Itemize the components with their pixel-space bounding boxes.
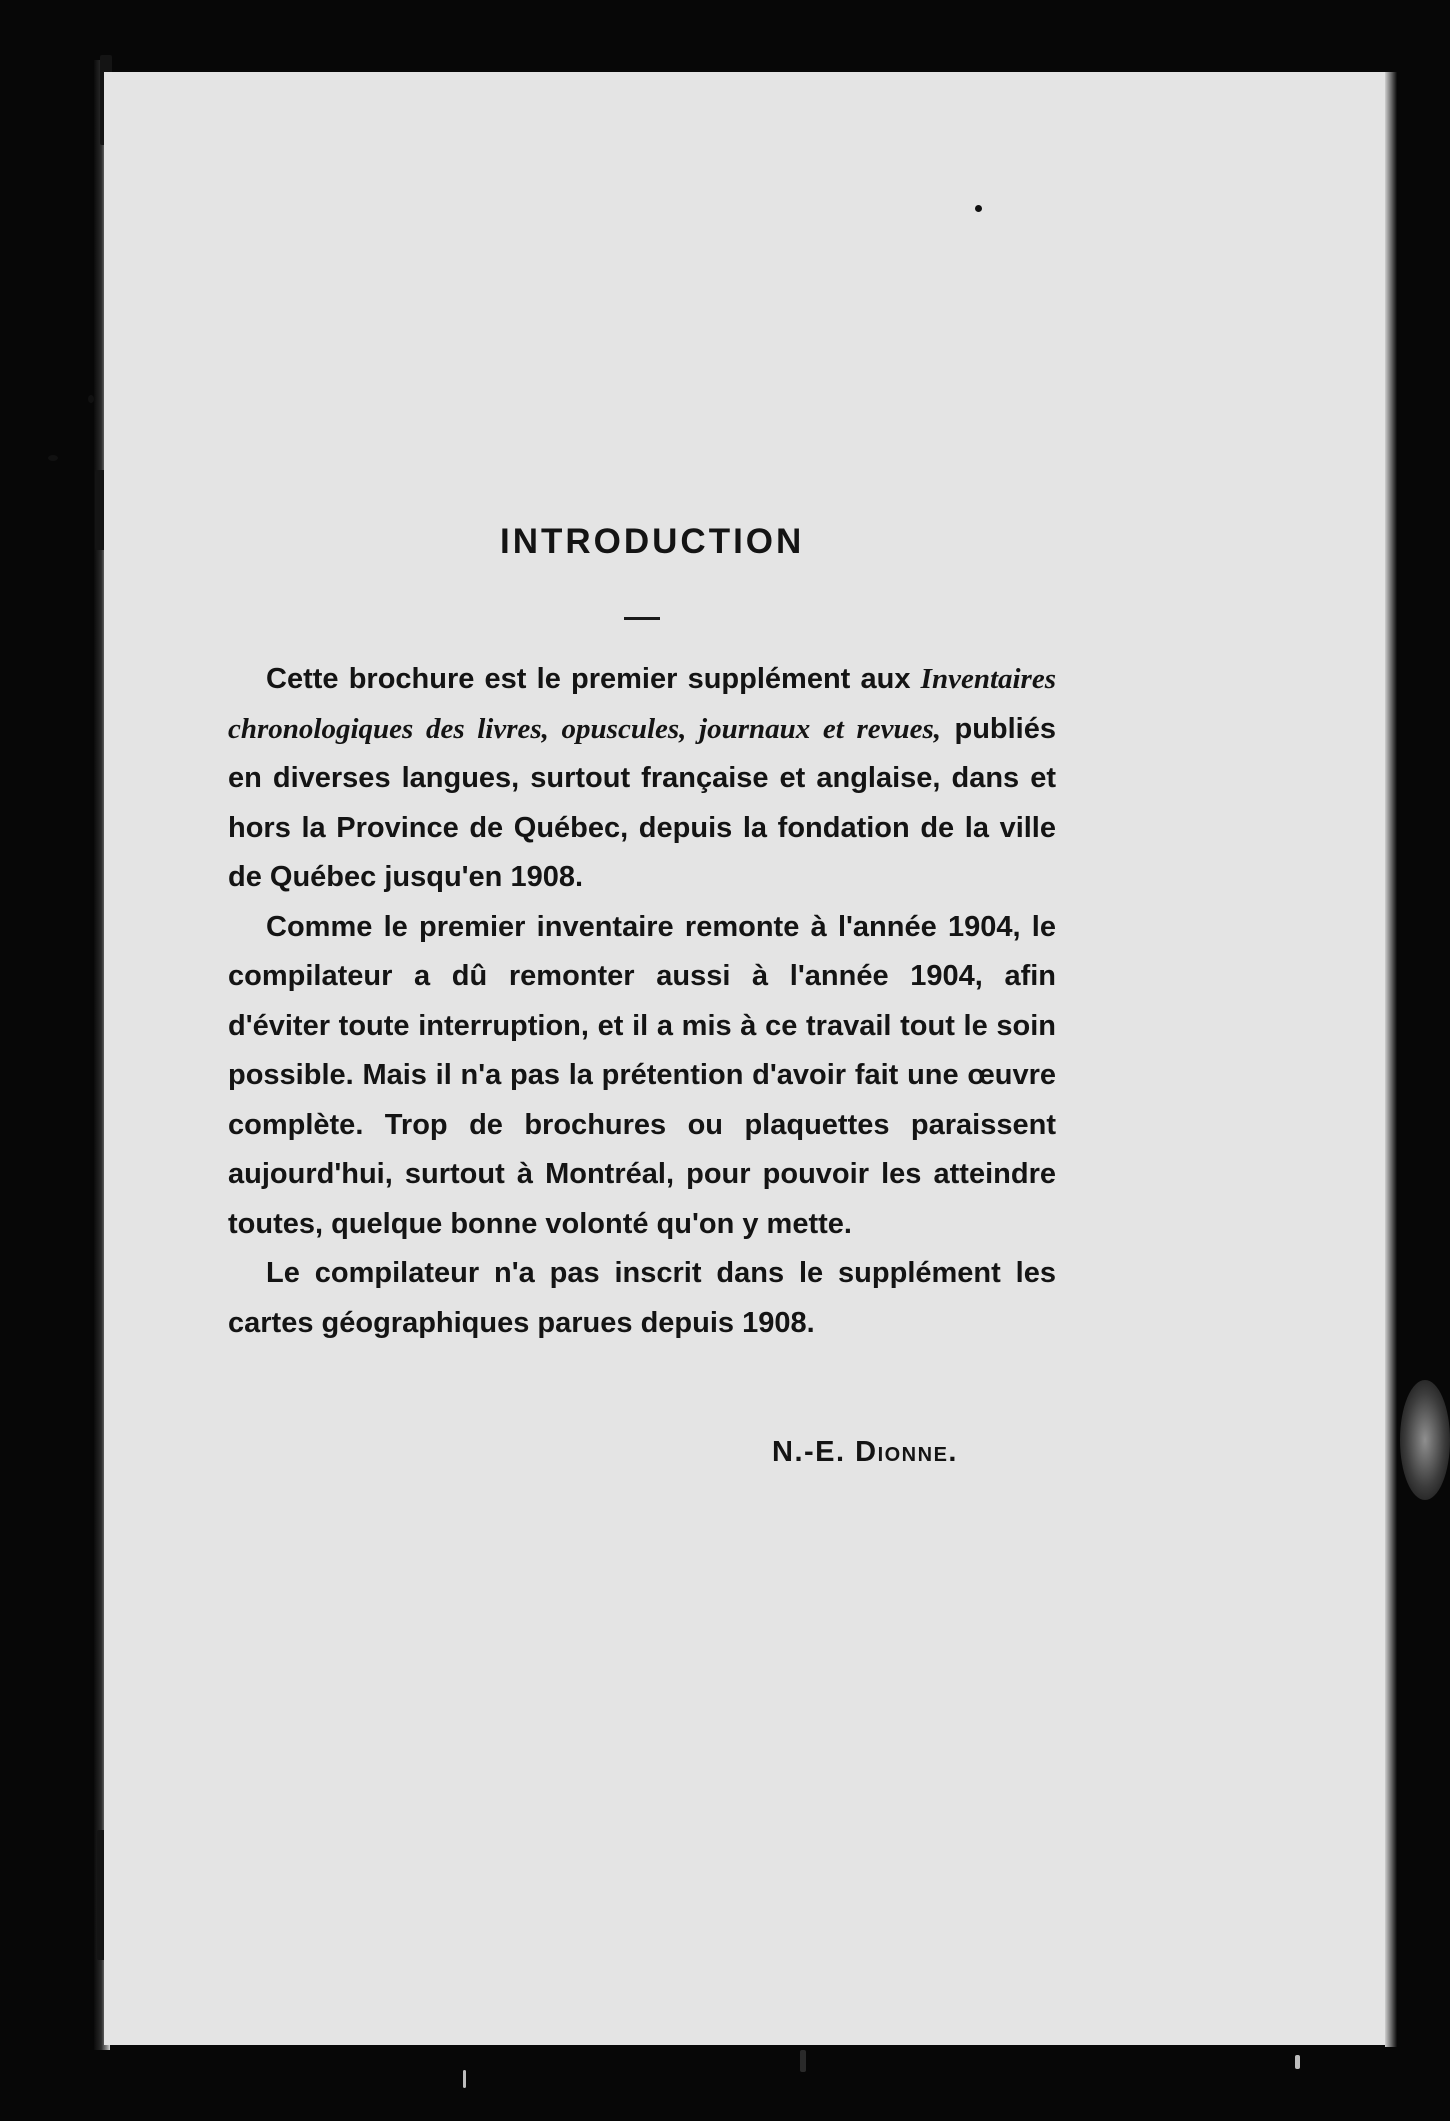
paragraph-1-italic-title: Inventaires chronologiques des livres, opuscules, journaux et revues, <box>228 663 1056 745</box>
introduction-body <box>228 655 1056 1348</box>
paragraph-1-text-start: Cette brochure est le premier supplément aux <box>266 663 921 695</box>
paragraph-1 <box>228 655 1056 903</box>
signature-surname: Dionne. <box>855 1436 958 1468</box>
scan-artifact <box>1400 1380 1450 1500</box>
scan-artifact <box>800 2050 806 2072</box>
author-signature <box>772 1436 958 1469</box>
scan-artifact <box>463 2070 466 2088</box>
scan-artifact <box>975 205 982 212</box>
paragraph-3: Le compilateur n'a pas inscrit dans le supplément les cartes géographiques parues depuis 1908. <box>228 1257 1056 1339</box>
paragraph-1-text-end: publiés en diverses langues, surtout française et anglaise, dans et hors la Province de Québec, depuis la fondation de la ville de Québec jusqu'en 1908. <box>228 712 1056 893</box>
title-divider <box>624 617 660 620</box>
scan-artifact <box>48 455 58 461</box>
page-title: INTRODUCTION <box>500 522 805 561</box>
paragraph-2: Comme le premier inventaire remonte à l'année 1904, le compilateur a dû remonter aussi à l'année 1904, afin d'éviter toute interruption, et il a mis à ce travail tout le soin possible. Mais il n'a pas la prétention d'avoir fait une œuvre complète. Trop de brochures ou plaquettes paraissent aujourd'hui, surtout à Montréal, pour pouvoir les atteindre toutes, quelque bonne volonté qu'on y mette. <box>228 910 1056 1240</box>
scan-artifact <box>1295 2055 1300 2069</box>
scan-right-edge <box>1385 72 1397 2047</box>
signature-initials: N.-E. <box>772 1436 856 1468</box>
scan-artifact <box>88 395 94 403</box>
